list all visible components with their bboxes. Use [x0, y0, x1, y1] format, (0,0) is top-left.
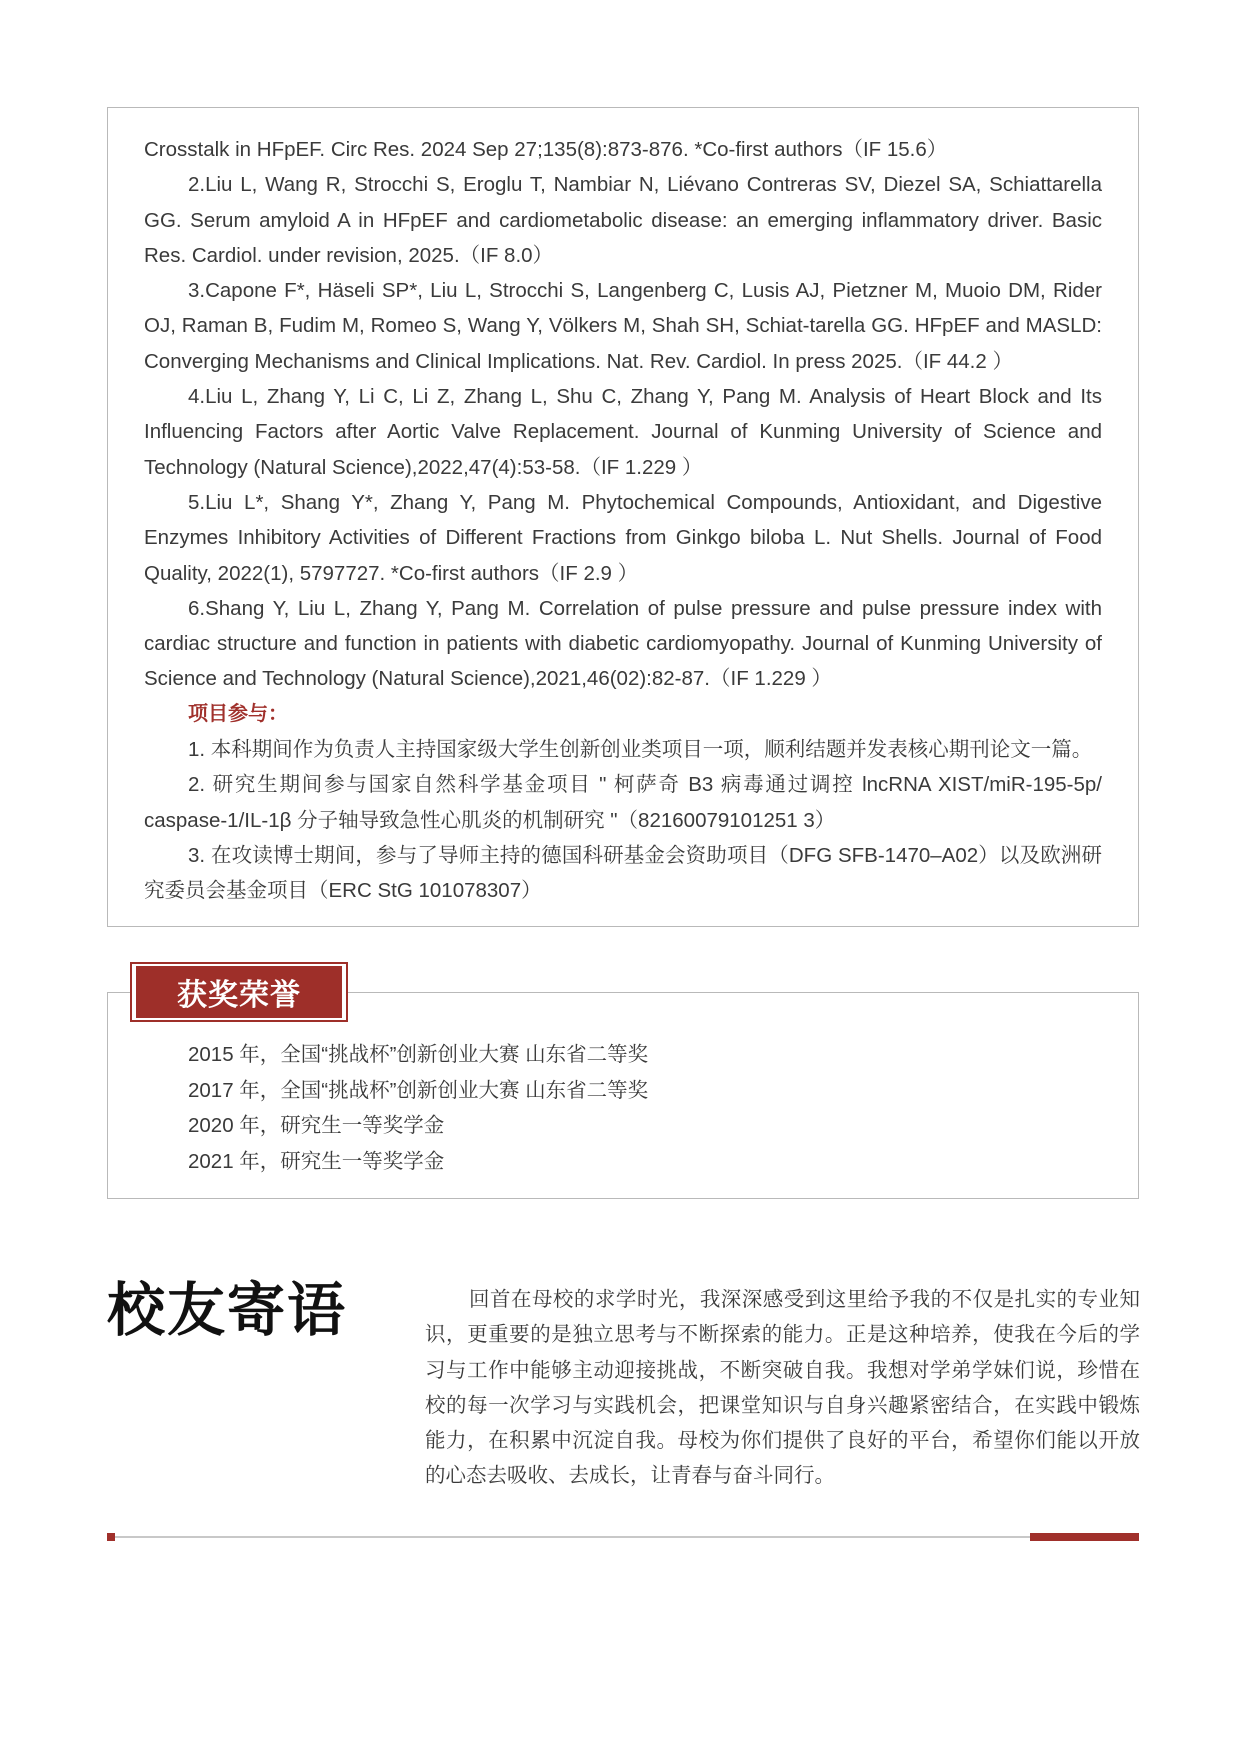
publication-item: 6.Shang Y, Liu L, Zhang Y, Pang M. Correlation of pulse pressure and pulse pressure index with cardiac structure and function in patients with diabetic cardiomyopathy. Journal of Kunming University of Science and Technology (Natural Science),2021,46(02):82-87.（IF 1.229 ） — [144, 596, 1102, 691]
footer-left-marker — [107, 1533, 115, 1541]
publications-box — [107, 107, 1139, 927]
publication-item: 2.Liu L, Wang R, Strocchi S, Eroglu T, Nambiar N, Liévano Contreras SV, Diezel SA, Schiattarella GG. Serum amyloid A in HFpEF and cardiometabolic disease: an emerging inflammatory driver. Basic Res. Cardiol. under revision, 2025.（IF 8.0） — [144, 173, 1102, 267]
alumni-title: 校友寄语 — [107, 1276, 348, 1344]
publication-item: 5.Liu L*, Shang Y*, Zhang Y, Pang M. Phytochemical Compounds, Antioxidant, and Digestive Enzymes Inhibitory Activities of Different Fractions from Ginkgo biloba L. Nut Shells. Journal of Food Quality, 2022(1), 5797727. *Co-first authors（IF 2.9 ） — [144, 490, 1102, 585]
footer-divider — [107, 1536, 1139, 1538]
project-item: 2. 研究生期间参与国家自然科学基金项目 " 柯萨奇 B3 病毒通过调控 lncRNA XIST/miR-195-5p/ caspase-1/IL-1β 分子轴导致急性心肌炎的机制研究 "（82160079101251 3） — [144, 773, 1102, 832]
award-item: 2017 年，全国“挑战杯”创新创业大赛 山东省二等奖 — [188, 1078, 649, 1102]
awards-box — [107, 992, 1139, 1199]
awards-title: 获奖荣誉 — [136, 966, 342, 1018]
projects-label: 项目参与： — [188, 702, 288, 725]
project-item: 3. 在攻读博士期间，参与了导师主持的德国科研基金会资助项目（DFG SFB-1470–A02）以及欧洲研究委员会基金项目（ERC StG 101078307） — [144, 843, 1102, 903]
publication-item: 3.Capone F*, Häseli SP*, Liu L, Strocchi S, Langenberg C, Lusis AJ, Pietzner M, Muoio DM, Rider OJ, Raman B, Fudim M, Romeo S, Wang Y, Völkers M, Shah SH, Schiat-tarella GG. HFpEF and MASLD: Converging Mechanisms and Clinical Implications. Nat. Rev. Cardiol. In press 2025.（IF 44.2 ） — [144, 279, 1102, 373]
footer-right-bar — [1030, 1533, 1139, 1541]
award-item: 2015 年，全国“挑战杯”创新创业大赛 山东省二等奖 — [188, 1043, 649, 1066]
award-item: 2020 年，研究生一等奖学金 — [188, 1114, 445, 1137]
project-item: 1. 本科期间作为负责人主持国家级大学生创新创业类项目一项，顺利结题并发表核心期刊论文一篇。 — [188, 738, 1093, 762]
publication-item: Crosstalk in HFpEF. Circ Res. 2024 Sep 27;135(8):873-876. *Co-first authors（IF 15.6） — [144, 138, 948, 161]
publication-item: 4.Liu L, Zhang Y, Li C, Li Z, Zhang L, Shu C, Zhang Y, Pang M. Analysis of Heart Block and Its Influencing Factors after Aortic Valve Replacement. Journal of Kunming University of Science and Technology (Natural Science),2022,47(4):53-58.（IF 1.229 ） — [144, 385, 1102, 479]
award-item: 2021 年，研究生一等奖学金 — [188, 1149, 445, 1173]
alumni-message: 回首在母校的求学时光，我深深感受到这里给予我的不仅是扎实的专业知识，更重要的是独立思考与不断探索的能力。正是这种培养，使我在今后的学习与工作中能够主动迎接挑战，不断突破自我。我想对学弟学妹们说，珍惜在校的每一次学习与实践机会，把课堂知识与自身兴趣紧密结合，在实践中锻炼能力，在积累中沉淀自我。母校为你们提供了良好的平台，希望你们能以开放的心态去吸收、去成长，让青春与奋斗同行。 — [425, 1288, 1140, 1488]
